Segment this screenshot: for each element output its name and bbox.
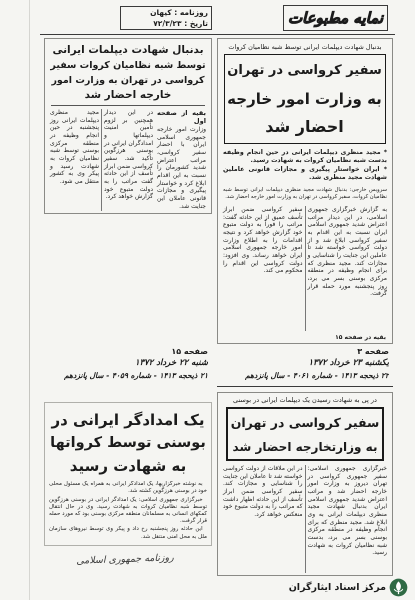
headline-line: به وزارت امور خارجه [227, 90, 382, 108]
headline-line: توسط شبه نظامیان کروات سفیر [50, 60, 206, 71]
headline-line: احضار شد [265, 117, 344, 136]
article-columns [48, 109, 208, 211]
headline-box [226, 407, 384, 461]
headline-line: سفیر کرواسی در تهران [230, 415, 380, 430]
source-box [120, 6, 212, 30]
archive-name: مرکز اسناد ایثارگران [288, 582, 386, 593]
article-column: خبرگزاری جمهوری اسلامی: سفیر جمهوری کرواسی در تهران دیروز به وزارت امور خارجه احضار شد و مراتب اعتراض شدید جمهوری اسلامی ایران بدنبال شهادت مجید منظری دیپلمات ایرانی به وی ابلاغ شد. مجید منظری که برای انجام وظیفه در منطقه مرکزی بوسنی بسر می برد، بدست شبه نظامیان کروات به شهادت رسید. [307, 465, 387, 557]
dateline-right [217, 346, 393, 383]
article-column: در این ملاقات از دولت کرواسی خواسته شد تا عاملان این جنایت را شناسایی و مجازات کند. سفیر کرواسی ضمن ابراز تأسف از این حادثه اظهار داشت که مراتب را به دولت متبوع خود منعکس خواهد کرد. [221, 465, 306, 573]
article-column: در این دیدار همچنین بر لزوم تأمین امنیت دیپلماتها و امدادگران ایرانی در بوسنی هرزگوین تأکید شد. سفیر کرواسی ضمن ابراز تأسف از این حادثه گفت مراتب را به دولت متبوع خود گزارش خواهد کرد. [104, 109, 153, 201]
handwritten-source-note: روزنامه جمهوری اسلامی [76, 552, 174, 567]
article-paragraph: این حادثه روز پنجشنبه رخ داد و پیکر وی توسط نیروهای سازمان ملل به محل امنی منتقل شد. [49, 526, 207, 540]
issue-number: ۲۲ ذیحجه ۱۴۱۳ - شماره ۴۰۶۱ - سال پانزدهم [245, 371, 389, 380]
headline-line: کرواسی در تهران به وزارت امور [51, 75, 205, 86]
page-number: صفحه ۱۵ [171, 347, 208, 356]
continued-from-label: بقیه از صفحه اول [157, 109, 206, 126]
headline-line: به شهادت رسید [69, 457, 187, 475]
clipping-top-right [217, 38, 393, 344]
archive-logo [282, 577, 408, 598]
headline-line: به وزارتخارجه احضار شد [232, 440, 378, 454]
summary-bullets [223, 149, 387, 185]
issue-date: یکشنبه ۲۳ خرداد ۱۳۷۲ [308, 358, 389, 368]
headline-line: یک امدادگر ایرانی در [51, 411, 205, 429]
headline-line: بدنبال شهادت دیپلمات ایرانی [52, 44, 204, 56]
page-number: صفحه ۳ [357, 347, 389, 356]
issue-date: شنبه ۲۲ خرداد ۱۳۷۲ [135, 358, 208, 368]
subheadline: بدنبال شهادت دیپلمات ایرانی توسط شبه نظامیان کروات [228, 43, 382, 51]
date-label: تاریخ : ۷۲/۳/۲۳ [153, 19, 208, 28]
headline-line: خارجه احضار شد [84, 89, 172, 101]
article-columns [221, 465, 389, 573]
press-index-logo: نمایه مطبوعات [283, 5, 388, 31]
scan-edge-shadow [29, 0, 30, 600]
newspaper-label: روزنامه : کیهان [150, 8, 208, 17]
article-paragraph: به نوشته خبرگزاریها، یک امدادگر ایرانی به همراه یک مسئول محلی خود در بوسنی هرزگوین کشته شد. [49, 481, 207, 495]
article-column: به گزارش خبرگزاری جمهوری اسلامی، در این دیدار مراتب اعتراض شدید جمهوری اسلامی ایران نسبت به این اقدام به سفیر کرواسی ابلاغ شد و از دولت کرواسی خواسته شد تا عاملین این جنایت را شناسایی و مجازات کند. مجید منظری که برای انجام وظیفه در منطقه مرکزی بوسنی بسر می برد، روز پنجشنبه مورد حمله قرار گرفت. [307, 206, 387, 298]
clipping-top-left [44, 38, 212, 214]
column-text: وزارت امور خارجه جمهوری اسلامی ایران با احضار سفیر کرواسی، مراتب اعتراض شدید کشورمان را نسبت به این اقدام ابلاغ کرد و خواستار پیگیری و مجازات قانونی عاملان این جنایت شد. [157, 125, 206, 210]
continued-on-label: بقیه در صفحه ۱۵ [335, 334, 386, 341]
clipping-bottom-right [217, 392, 393, 576]
summary-bullet: * مجید منظری دیپلمات ایرانی در حین انجام وظیفه بدست شبه نظامیان کروات به شهادت رسید. [223, 149, 387, 165]
emblem-icon [389, 578, 408, 597]
article-column: مجید منظری دیپلمات ایرانی روز پنجشنبه در حین انجام وظیفه در منطقه مرکزی بوسنی توسط شبه نظامیان کروات به شهادت رسید و پیکر وی به کشور منتقل می شود. [48, 109, 102, 211]
article-column [155, 109, 208, 211]
issue-number: ۲۱ ذیحجه ۱۴۱۳ - شماره ۴۰۵۹ - سال پانزدهم [64, 371, 208, 380]
clipping-bottom-left [44, 402, 212, 546]
summary-bullet: * ایران خواستار پیگیری و مجازات قانونی عاملین شهادت مجید منظری شد. [223, 166, 387, 182]
dateline-left [44, 346, 212, 383]
headline-line: بوسنی توسط کرواتها [50, 435, 206, 451]
article-column: سفیر کرواسی ضمن ابراز تأسف عمیق از این حادثه گفت: مراتب را فوراً به دولت متبوع خود گزارش خواهد کرد و نتیجه اقدامات را به اطلاع وزارت امور خارجه جمهوری اسلامی ایران خواهد رساند. وی افزود: دولت کرواسی این اقدام را محکوم می کند. [221, 206, 306, 331]
headline-rule [51, 105, 205, 106]
headline-box [224, 54, 386, 144]
article-body [49, 481, 207, 543]
lead-paragraph: سرویس خارجی: بدنبال شهادت مجید منظری دیپلمات ایرانی توسط شبه نظامیان کروات، سفیر کرواسی در تهران به وزارت امور خارجه احضار شد. [223, 187, 387, 200]
dateline-rule [217, 386, 393, 387]
article-columns [221, 206, 389, 331]
subheadline: در پی به شهادت رسیدن یک دیپلمات ایرانی در بوسنی [233, 396, 377, 404]
header-rule [40, 34, 395, 35]
headline-line: سفیر کرواسی در تهران [227, 63, 382, 78]
article-paragraph: خبرگزاری جمهوری اسلامی: یک امدادگر ایرانی در بوسنی هرزگوین توسط شبه نظامیان کروات به شهادت رسید. وی در حال انتقال کمکهای انسانی به مسلمانان منطقه مرکزی بوسنی بود که مورد حمله قرار گرفت. [49, 496, 207, 524]
